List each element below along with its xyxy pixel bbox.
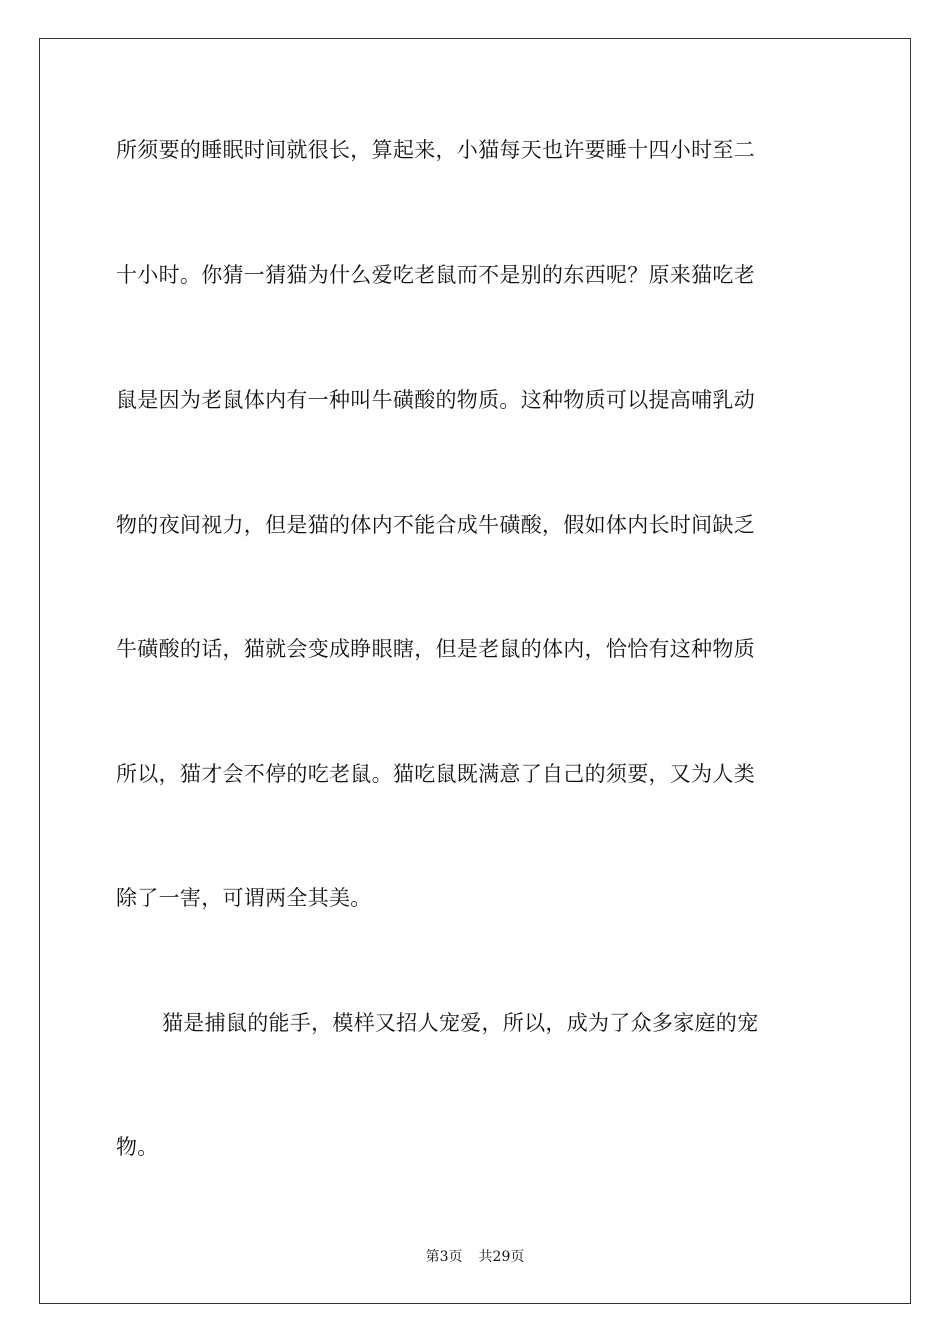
body-text-line: 物的夜间视力，但是猫的体内不能合成牛磺酸，假如体内长时间缺乏	[116, 513, 755, 537]
body-text-line: 物。	[116, 1135, 159, 1159]
body-text-line: 牛磺酸的话，猫就会变成睁眼瞎，但是老鼠的体内，恰恰有这种物质	[116, 637, 755, 661]
body-text-line: 十小时。你猜一猜猫为什么爱吃老鼠而不是别的东西呢？原来猫吃老	[116, 263, 755, 287]
paragraph-first-line: 猫是捕鼠的能手，模样又招人宠爱，所以，成为了众多家庭的宠	[162, 1011, 759, 1035]
body-text-line: 鼠是因为老鼠体内有一种叫牛磺酸的物质。这种物质可以提高哺乳动	[116, 388, 755, 412]
page-total: 共29页	[478, 1249, 525, 1265]
page-border	[39, 38, 911, 1304]
body-text-line: 所以，猫才会不停的吃老鼠。猫吃鼠既满意了自己的须要，又为人类	[116, 762, 755, 786]
body-text-line: 除了一害，可谓两全其美。	[116, 886, 372, 910]
page-footer	[0, 1248, 950, 1266]
page-number: 第3页	[425, 1249, 463, 1265]
body-text-line: 所须要的睡眠时间就很长，算起来，小猫每天也许要睡十四小时至二	[116, 138, 755, 162]
